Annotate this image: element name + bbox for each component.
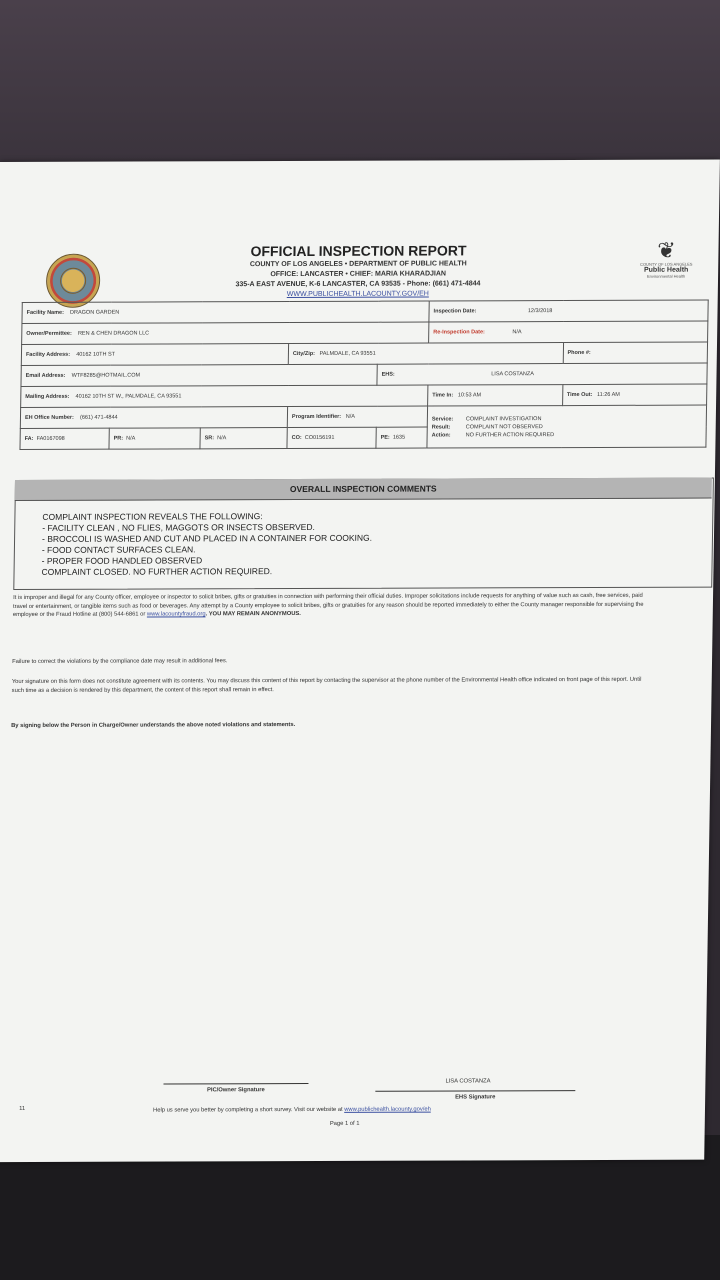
owner-label: Owner/Permittee: <box>26 330 72 337</box>
corner-mark: 11 <box>19 1106 26 1113</box>
email-cell <box>21 364 377 386</box>
action-value: NO FURTHER ACTION REQUIRED <box>465 431 555 438</box>
inspection-date-cell <box>429 300 708 322</box>
office-number-label: EH Office Number: <box>24 414 74 421</box>
pr-label: PR: <box>113 435 124 442</box>
pe-value: 1635 <box>392 434 406 441</box>
facility-address-value: 40162 10TH ST <box>76 351 116 358</box>
pic-signature-line <box>163 1083 308 1085</box>
logo-county-text: COUNTY OF LOS ANGELES <box>640 261 693 267</box>
reinspection-cell <box>429 321 708 343</box>
facility-address-label: Facility Address: <box>25 351 71 358</box>
ehs-label: EHS: <box>381 371 395 378</box>
owner-cell <box>22 322 429 344</box>
time-out-cell <box>562 384 707 406</box>
public-health-logo <box>634 237 699 292</box>
email-value: WTF8285@HOTMAIL.COM <box>71 372 141 379</box>
survey-website-link[interactable]: www.publichealth.lacounty.gov/eh <box>344 1106 431 1113</box>
result-value: COMPLAINT NOT OBSERVED <box>465 423 543 430</box>
program-cell <box>287 406 427 427</box>
phone-cell <box>563 342 708 364</box>
header-line-3: 335-A EAST AVENUE, K-6 LANCASTER, CA 93535 - Phone: (661) 471-4844 <box>235 280 481 289</box>
time-in-label: Time In: <box>432 392 454 399</box>
time-in-cell <box>428 385 563 406</box>
program-value: N/A <box>345 413 355 420</box>
owner-value: REN & CHEN DRAGON LLC <box>77 330 150 337</box>
inspection-report-page <box>0 159 720 1162</box>
mailing-address-label: Mailing Address: <box>25 393 70 400</box>
anonymous-notice: . YOU MAY REMAIN ANONYMOUS. <box>205 611 301 618</box>
sr-cell <box>200 428 287 449</box>
ehs-signature-name: LISA COSTANZA <box>445 1078 491 1085</box>
office-number-value: (661) 471-4844 <box>79 414 118 421</box>
pe-label: PE: <box>380 434 390 441</box>
fa-value: FA0167098 <box>36 435 65 442</box>
background-top <box>0 0 720 170</box>
logo-name: Public Health <box>643 266 689 274</box>
co-value: CO0156191 <box>304 434 335 441</box>
ehs-value: LISA COSTANZA <box>491 371 534 378</box>
survey-note <box>153 1106 623 1114</box>
fees-notice: Failure to correct the violations by the compliance date may result in additional fees. <box>12 658 228 666</box>
cityzip-value: PALMDALE, CA 93551 <box>319 350 376 357</box>
ehs-cell <box>377 363 707 385</box>
comment-line: - FACILITY CLEAN , NO FLIES, MAGGOTS OR INSECTS OBSERVED. <box>42 521 315 533</box>
comment-line: - PROPER FOOD HANDLED OBSERVED <box>41 555 203 566</box>
service-result-action-table <box>432 414 702 439</box>
service-value: COMPLAINT INVESTIGATION <box>465 415 542 422</box>
facility-name-label: Facility Name: <box>26 309 64 316</box>
comment-line: COMPLAINT INSPECTION REVEALS THE FOLLOWING: <box>42 511 263 522</box>
header-line-1: COUNTY OF LOS ANGELES • DEPARTMENT OF PUBLIC HEALTH <box>249 260 467 269</box>
sr-value: N/A <box>217 435 227 442</box>
co-cell <box>287 427 376 448</box>
ehs-signature-label: EHS Signature <box>455 1094 496 1101</box>
facility-name-value: DRAGON GARDEN <box>69 309 120 316</box>
time-out-label: Time Out: <box>566 391 593 399</box>
mailing-address-cell <box>21 385 428 407</box>
survey-text: Help us serve you better by completing a short survey. Visit our website at <box>153 1106 343 1114</box>
cityzip-label: City/Zip: <box>292 350 315 358</box>
service-label: Service: <box>431 415 454 423</box>
pr-cell <box>109 428 200 449</box>
comment-line: - FOOD CONTACT SURFACES CLEAN. <box>41 544 196 555</box>
bribery-notice <box>13 592 653 620</box>
action-label: Action: <box>431 431 451 439</box>
pic-signature-label: PIC/Owner Signature <box>206 1087 265 1094</box>
page-number: Page 1 of 1 <box>329 1120 360 1127</box>
report-title: OFFICIAL INSPECTION REPORT <box>250 242 467 260</box>
comments-heading: OVERALL INSPECTION COMMENTS <box>15 478 712 501</box>
comment-line: COMPLAINT CLOSED. NO FURTHER ACTION REQUIRED. <box>41 566 273 577</box>
comment-line: - BROCCOLI IS WASHED AND CUT AND PLACED IN A CONTAINER FOR COOKING. <box>41 532 373 544</box>
email-label: Email Address: <box>25 372 66 379</box>
mailing-address-value: 40162 10TH ST W., PALMDALE, CA 93551 <box>75 393 182 400</box>
facility-info-table <box>19 300 708 450</box>
inspection-date-value: 12/3/2018 <box>527 308 553 315</box>
program-label: Program Identifier: <box>291 413 342 421</box>
service-result-action-cell <box>427 405 707 448</box>
header-line-2: OFFICE: LANCASTER • CHIEF: MARIA KHARADJIAN <box>270 270 447 279</box>
public-health-mark-icon: ❦ <box>657 237 676 263</box>
office-number-cell <box>20 407 287 429</box>
reinspection-value: N/A <box>512 329 522 336</box>
acknowledgement-notice: By signing below the Person in Charge/Owner understands the above noted violations and statements. <box>11 722 296 730</box>
sr-label: SR: <box>204 435 215 442</box>
fa-cell <box>20 428 109 449</box>
facility-address-cell <box>21 344 288 366</box>
result-label: Result: <box>431 423 451 431</box>
signature-notice: Your signature on this form does not constitute agreement with its contents. You may discuss this content of this report by contacting the supervisor at the phone number of the Environmental Health office indicated on front page of this report. Until such time as a decision is rendered by this department, the content of this report shall remain in effect. <box>11 676 642 694</box>
time-in-value: 10:53 AM <box>457 392 482 399</box>
ehs-signature-line <box>375 1090 575 1092</box>
pr-value: N/A <box>126 435 136 442</box>
reinspection-label: Re-Inspection Date: <box>433 329 485 336</box>
time-out-value: 11:26 AM <box>596 391 620 398</box>
inspection-date-label: Inspection Date: <box>433 308 477 315</box>
phone-label: Phone #: <box>567 349 591 357</box>
facility-name-cell <box>22 301 429 323</box>
cityzip-cell <box>288 343 563 365</box>
logo-sub-text: Environmental Health <box>646 273 686 279</box>
co-label: CO: <box>291 434 302 442</box>
fraud-website-link[interactable]: www.lacountyfraud.org <box>146 611 206 618</box>
pe-cell <box>376 427 427 448</box>
comments-body <box>41 511 372 578</box>
fa-label: FA: <box>24 435 34 442</box>
header-website-link[interactable]: WWW.PUBLICHEALTH.LACOUNTY.GOV/EH <box>286 290 429 299</box>
bribery-notice-text: It is improper and illegal for any County officer, employee or inspector to solicit bribes, gifts or gratuities in connection with performing their official duties. Improper solicitations include requests for anything of value such as cash, free services, paid travel or entertainment, or tangible items such as food or beverages. Any attempt by a County employee to solicit bribes, gifts or gratuities for any reason should be reported immediately to either the County manager responsible for supervising the employee or the Fraud Hotline at (800) 544-6861 or <box>12 592 644 619</box>
